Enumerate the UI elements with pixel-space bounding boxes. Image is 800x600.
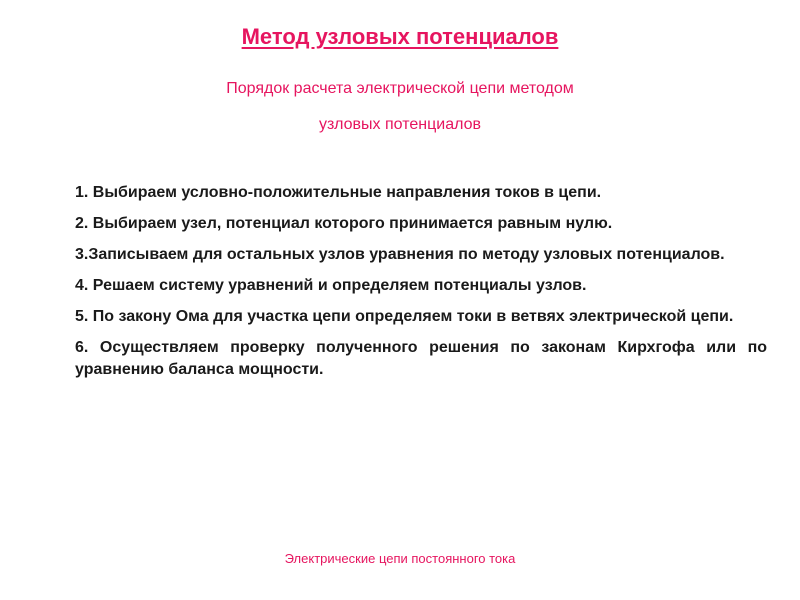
slide-title: Метод узловых потенциалов: [241, 24, 559, 49]
step-6: 6. Осуществляем проверку полученного решения по законам Кирхгофа или по уравнению баланса мощности.: [75, 339, 767, 378]
steps-list: [75, 182, 767, 390]
slide-subtitle-line-1: Порядок расчета электрической цепи методом: [226, 80, 574, 97]
slide-footer: Электрические цепи постоянного тока: [284, 551, 516, 566]
step-2: 2. Выбираем узел, потенциал которого принимается равным нулю.: [75, 215, 613, 232]
slide-subtitle-line-2: узловых потенциалов: [318, 116, 482, 133]
step-5: 5. По закону Ома для участка цепи определяем токи в ветвях электрической цепи.: [75, 308, 734, 325]
step-4: 4. Решаем систему уравнений и определяем потенциалы узлов.: [75, 277, 587, 294]
step-3: 3.Записываем для остальных узлов уравнения по методу узловых потенциалов.: [75, 246, 725, 263]
step-1: 1. Выбираем условно-положительные направления токов в цепи.: [75, 184, 602, 201]
